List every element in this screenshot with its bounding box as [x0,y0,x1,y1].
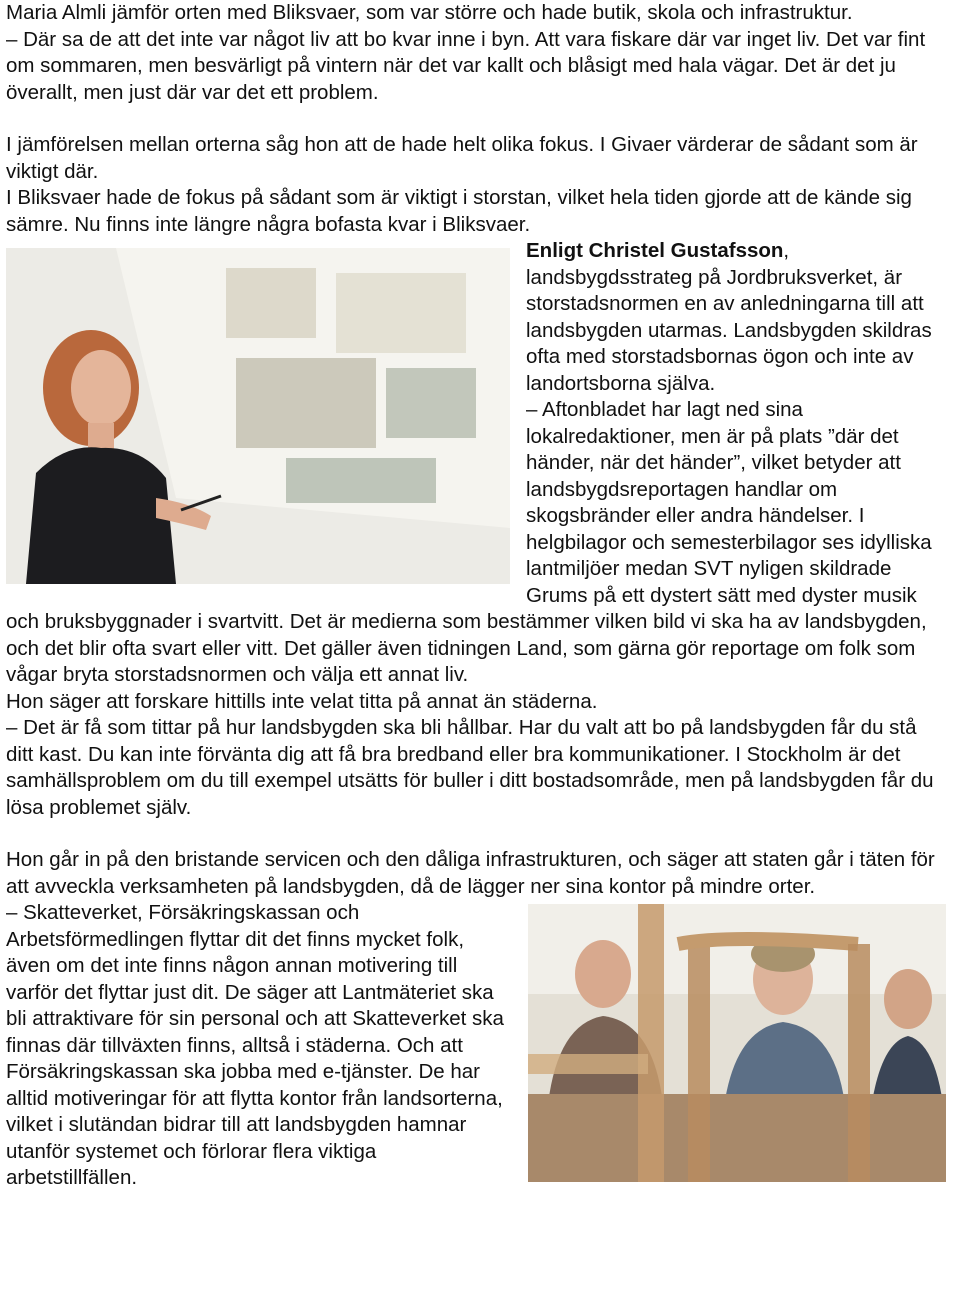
article-body [6,0,946,1192]
paragraph: – Det är få som tittar på hur landsbygden ska bli hållbar. Har du valt att bo på landsbygden får du stå ditt kast. Du kan inte förvänta dig att få bra bredband eller bra kommunikationer. I Stockholm är det samhällsproblem om du till exempel utsätts för buller i ditt bostadsområde, men på landsbygden får du lösa problemet själv. [6,716,934,819]
audience-photo-illustration [528,904,946,1182]
quoted-person-name: Enligt Christel Gustafsson [526,239,784,262]
audience-photo [528,904,946,1182]
speaker-photo [6,248,510,584]
paragraph-text: , landsbygdsstrateg på Jordbruksverket, är storstadsnormen en av anledningarna till att landsbygden utarmas. Landsbygden skildras ofta med storstadsbornas ögon och inte av landortsborna själva. [526,239,932,395]
paragraph: – Aftonbladet har lagt ned sina lokalredaktioner, men är på plats ”där det händer, när det händer”, vilket betyder att landsbygdsreportagen handlar om skogsbränder eller andra händelser. I helgbilagor och semesterbilagor ses idylliska lantmiljöer medan SVT nyligen skildrade Grums på ett dystert sätt med dyster musik och bruksbyggnader i svartvitt. Det är medierna som bestämmer vilken bild vi ska ha av landsbygden, och det blir ofta svart eller vitt. Det gäller även tidningen Land, som gärna gör reportage om folk som vågar bryta storstadsnormen och välja ett annat liv. [6,398,932,686]
paragraph: I Bliksvaer hade de fokus på sådant som är viktigt i storstan, vilket hela tiden gjorde att de kände sig sämre. Nu finns inte längre några bofasta kvar i Bliksvaer. [6,186,912,236]
paragraph: – Där sa de att det inte var något liv att bo kvar inne i byn. Att vara fiskare där var inget liv. Det var fint om sommaren, men besvärligt på vintern när det var kallt och blåsigt med hala vägar. Det är det ju överallt, men just där var det ett problem. [6,27,926,104]
paragraph: Hon säger att forskare hittills inte velat titta på annat än städerna. [6,689,598,713]
paragraph: – Skatteverket, Försäkringskassan och Arbetsförmedlingen flyttar dit det finns mycket folk, även om det inte finns någon annan motivering till varför det flyttar just dit. De säger att Lantmäteriet ska bli attraktivare för sin personal och att Skatteverket ska finnas där tillväxten finns, alltså i städerna. Och att Försäkringskassan ska jobba med e-tjänster. De har alltid motiveringar för att flytta kontor från landsorterna, vilket i slutändan bidrar till att landsbygden hamnar utanför systemet och förlorar flera viktiga arbetstillfällen. [6,901,504,1189]
paragraph-gap [6,821,946,847]
paragraph-gap [6,106,946,132]
paragraph: I jämförelsen mellan orterna såg hon att de hade helt olika fokus. I Givaer värderar de sådant som är viktigt där. [6,133,918,183]
paragraph: Maria Almli jämför orten med Bliksvaer, som var större och hade butik, skola och infrastruktur. [6,1,853,24]
paragraph: Hon går in på den bristande servicen och den dåliga infrastrukturen, och säger att staten går i täten för att avveckla verksamheten på landsbygden, då de lägger ner sina kontor på mindre orter. [6,848,935,898]
speaker-photo-illustration [6,248,510,584]
